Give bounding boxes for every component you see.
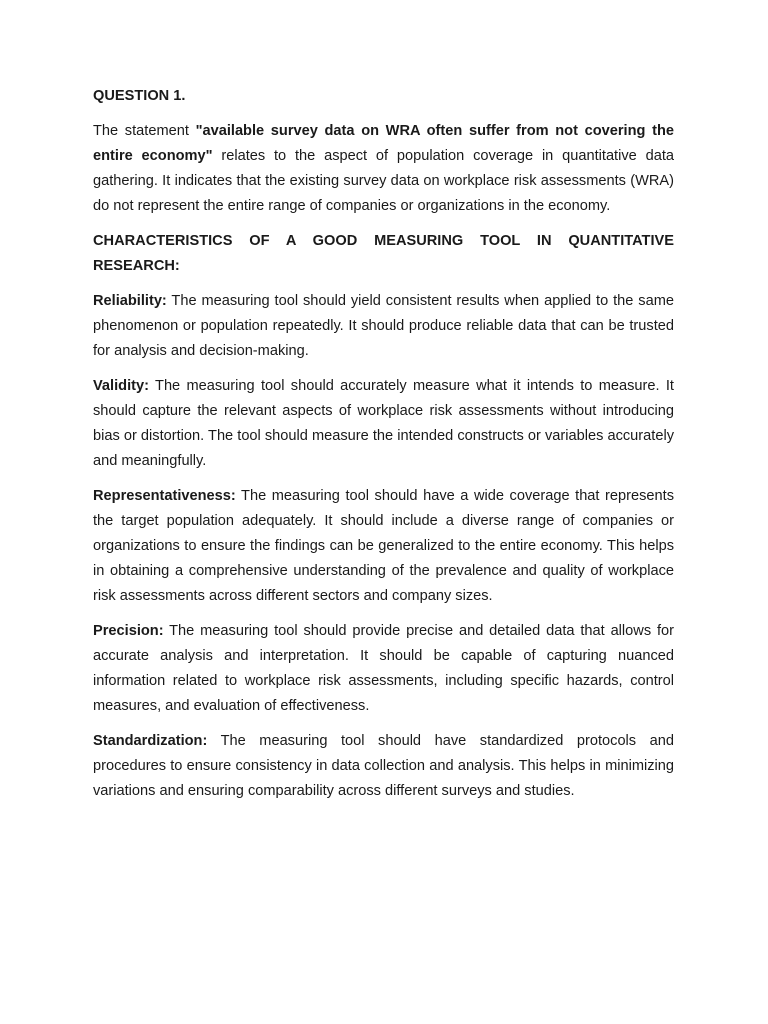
intro-rest: relates to the aspect of population coverage in quantitative data gathering. It indicates that the existing survey data on workplace risk assessments (WRA) do not represent the entire range of companies or organizations in the economy. xyxy=(93,148,674,214)
characteristic-validity xyxy=(93,374,674,474)
document-page xyxy=(93,84,674,814)
characteristic-standardization xyxy=(93,729,674,804)
characteristic-term: Reliability: xyxy=(93,293,167,309)
characteristic-term: Representativeness: xyxy=(93,488,236,504)
characteristic-text: The measuring tool should provide precise and detailed data that allows for accurate analysis and interpretation. It should be capable of capturing nuanced information related to workplace risk assessments, including specific hazards, control measures, and evaluation of effectiveness. xyxy=(93,623,674,714)
characteristic-term: Validity: xyxy=(93,378,149,394)
characteristic-term: Standardization: xyxy=(93,733,208,749)
characteristic-text: The measuring tool should have standardized protocols and procedures to ensure consistency in data collection and analysis. This helps in minimizing variations and ensuring comparability across different surveys and studies. xyxy=(93,733,674,799)
question-heading: QUESTION 1. xyxy=(93,88,186,104)
characteristic-text: The measuring tool should have a wide coverage that represents the target population adequately. It should include a diverse range of companies or organizations to ensure the findings can be generalized to the entire economy. This helps in obtaining a comprehensive understanding of the prevalence and quality of workplace risk assessments across different sectors and company sizes. xyxy=(93,488,674,604)
intro-paragraph xyxy=(93,119,674,219)
characteristic-text: The measuring tool should yield consistent results when applied to the same phenomenon or population repeatedly. It should produce reliable data that can be trusted for analysis and decision-making. xyxy=(93,293,674,359)
characteristic-precision xyxy=(93,619,674,719)
characteristic-text: The measuring tool should accurately measure what it intends to measure. It should capture the relevant aspects of workplace risk assessments without introducing bias or distortion. The tool should measure the intended constructs or variables accurately and meaningfully. xyxy=(93,378,674,469)
section-heading: CHARACTERISTICS OF A GOOD MEASURING TOOL IN QUANTITATIVE RESEARCH: xyxy=(93,233,674,274)
characteristic-term: Precision: xyxy=(93,623,164,639)
intro-lead: The statement xyxy=(93,123,196,139)
characteristic-representativeness xyxy=(93,484,674,609)
intro-quote: "available survey data on WRA often suffer from not covering the entire economy" xyxy=(93,123,674,164)
characteristic-reliability xyxy=(93,289,674,364)
